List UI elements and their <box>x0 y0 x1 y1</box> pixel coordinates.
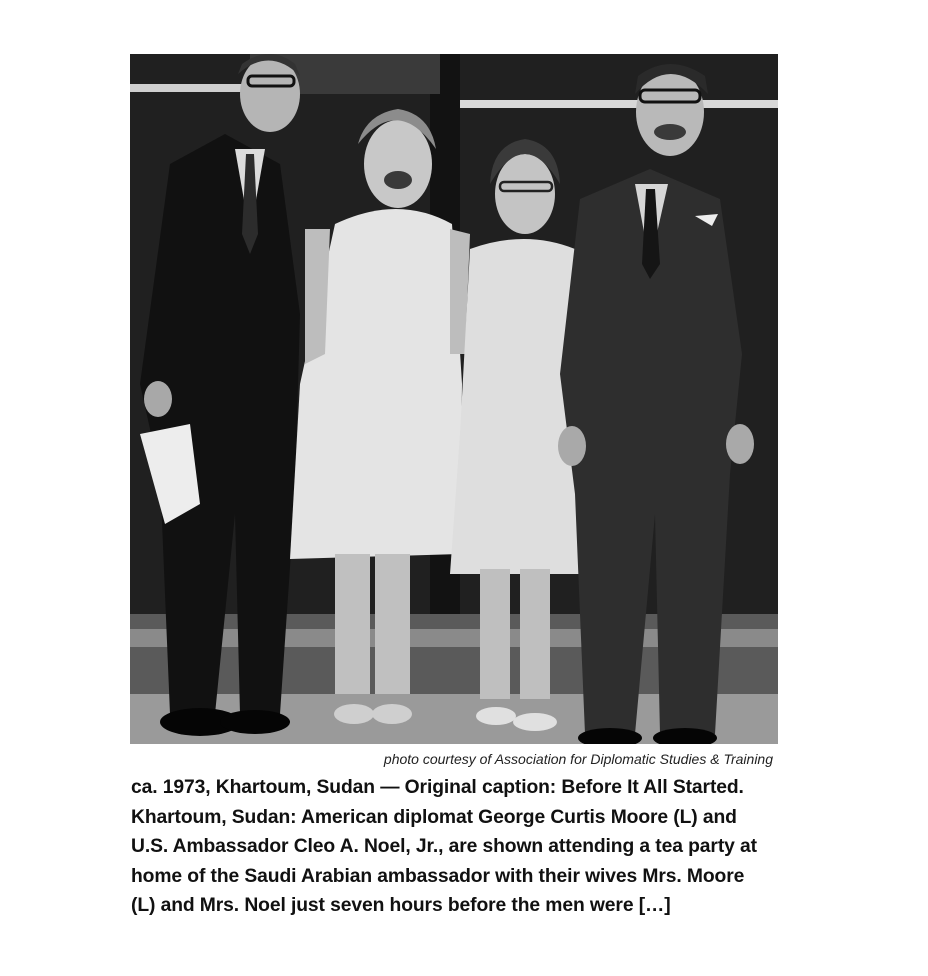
caption-line: (L) and Mrs. Noel just seven hours before the men were […] <box>131 895 671 917</box>
caption-line: U.S. Ambassador Cleo A. Noel, Jr., are shown attending a tea party at <box>131 836 757 858</box>
historical-photo <box>130 54 778 744</box>
photo-credit: photo courtesy of Association for Diplomatic Studies & Training <box>383 751 773 767</box>
wall-trim-right <box>450 100 778 108</box>
caption-line: Khartoum, Sudan: American diplomat George Curtis Moore (L) and <box>131 806 737 828</box>
wall-trim-left <box>130 84 250 92</box>
photo-caption <box>131 773 781 921</box>
caption-line: home of the Saudi Arabian ambassador with their wives Mrs. Moore <box>131 865 745 887</box>
caption-line: ca. 1973, Khartoum, Sudan — Original caption: Before It All Started. <box>131 777 744 798</box>
photo-illustration <box>130 54 778 744</box>
